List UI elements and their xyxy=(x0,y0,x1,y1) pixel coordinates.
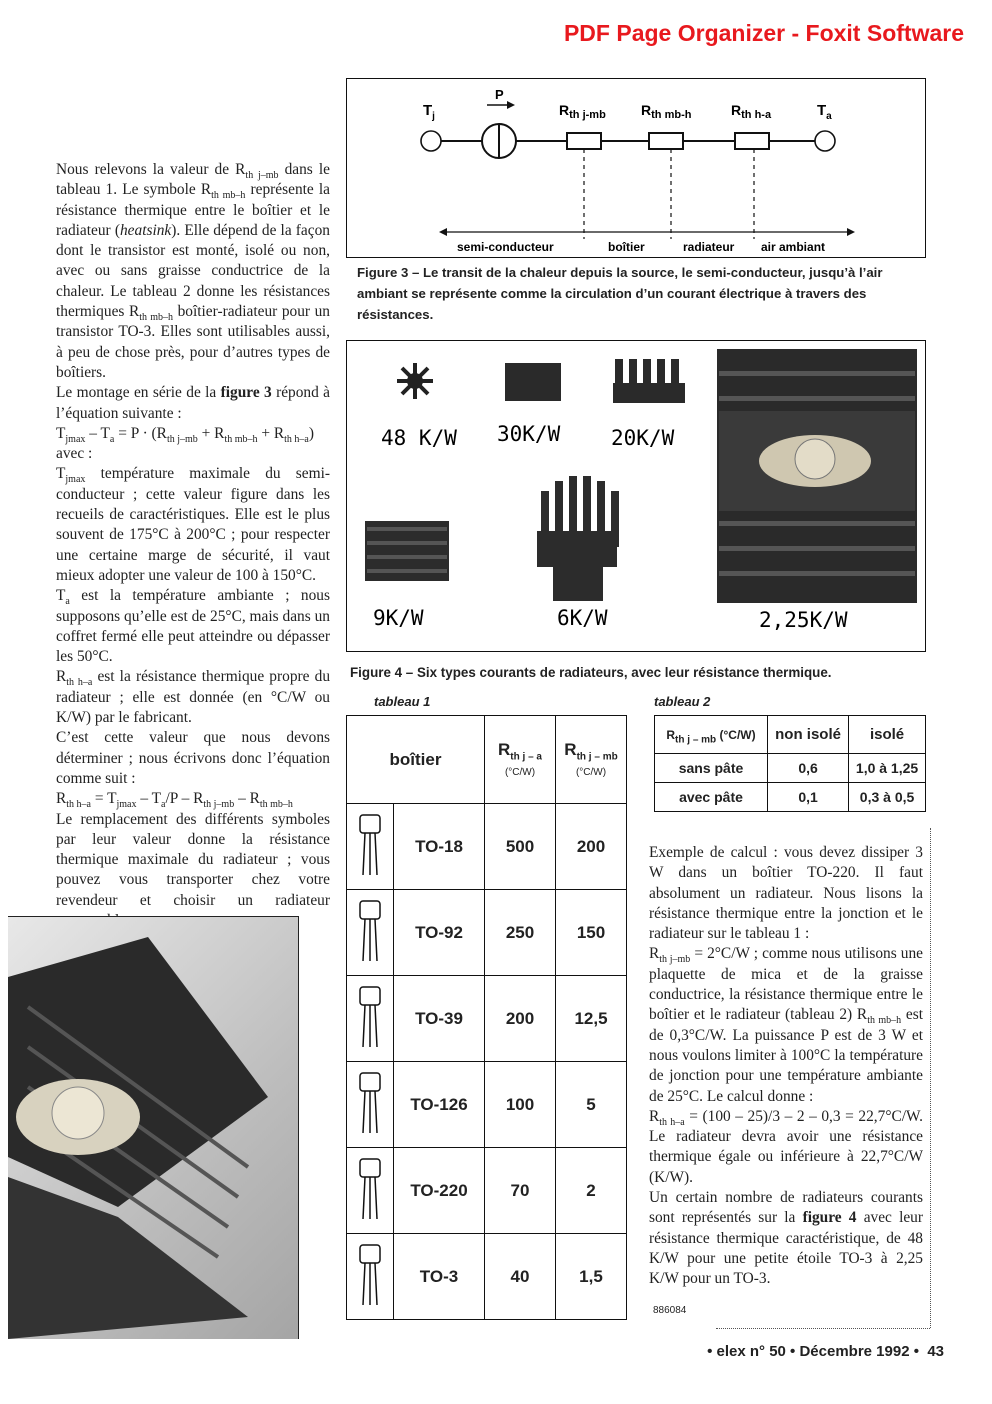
watermark: PDF Page Organizer - Foxit Software xyxy=(563,20,964,46)
package-name: TO-18 xyxy=(394,804,485,890)
paragraph: Le remplacement des différents symboles par leur valeur donne la résistance thermique maximale du radiateur ; vous pouvez vous transporter chez votre revendeur et choisir un radiateur xyxy=(56,810,330,909)
heatsink-9-image xyxy=(365,521,449,581)
r2-label: $R_{th mb-h}$ xyxy=(641,102,692,121)
paragraph: Exemple de calcul : vous devez dissiper 3 W dans un boîtier TO-220. Il faut absolument un radiateur. Nous lisons la résistance thermique entre la jonction et le radiateur sur le tableau 1 : xyxy=(649,844,923,943)
article-code: 886084 xyxy=(653,1305,687,1316)
table-header-row xyxy=(347,716,627,804)
package-icon xyxy=(347,1062,394,1148)
package-icon xyxy=(347,976,394,1062)
header-boitier: boîtier xyxy=(347,716,485,804)
paragraph: $R_{th j-mb} = 2^\circ C/W$ ; comme nous utilisons une plaquette de mica et de la graisse conductrice, la résistance thermique entre le boîtier et le radiateur (tableau 2) $R_{th mb-h}$ est de 0,3°C/W. La puissance P est de 3 W et nous voulons limiter à 100°C la température de jonction pour une température ambiante de 25°C. Le calcul donne : xyxy=(649,945,924,1105)
heatsink-label: 30K/W xyxy=(497,422,561,446)
heatsink-label: 2,25K/W xyxy=(759,608,848,632)
ta-label: $T_a$ xyxy=(817,102,832,122)
region-radiateur: radiateur xyxy=(683,240,735,254)
package-name: TO-92 xyxy=(394,890,485,976)
table-cell: sans pâte xyxy=(655,754,768,783)
figure-3-caption: Figure 3 – Le transit de la chaleur depuis la source, le semi-conducteur, jusqu’à l’air ambiant se représente comme la circulation d’un courant électrique à travers des résistances. xyxy=(357,265,883,322)
equation-1: $T_{jmax} - T_a = P \cdot (R_{th j-mb} + R_{th mb-h} + R_{th h-a})$ xyxy=(56,424,314,445)
dotted-rule xyxy=(716,1328,930,1329)
table-2-title: tableau 2 xyxy=(654,694,711,709)
region-boitier: boîtier xyxy=(608,240,645,254)
table-cell: 150 xyxy=(556,890,627,976)
table-cell: 40 xyxy=(485,1234,556,1320)
table-row xyxy=(655,754,926,783)
heatsink-30-image xyxy=(505,363,561,401)
ta-node xyxy=(815,131,835,151)
table-header-row xyxy=(655,716,926,754)
package-icon xyxy=(347,1148,394,1234)
resistor-r3 xyxy=(735,133,769,149)
p-label: P xyxy=(495,87,504,102)
paragraph: C’est cette valeur que nous devons déterminer ; nous écrivons donc l’équation comme suit : xyxy=(56,729,330,787)
header-non-isole: non isolé xyxy=(768,716,849,754)
table-cell: 70 xyxy=(485,1148,556,1234)
table-cell: 200 xyxy=(485,976,556,1062)
package-name: TO-126 xyxy=(394,1062,485,1148)
header-r: $R_{th j - mb}$ (°C/W) xyxy=(655,716,768,754)
table-cell: 2 xyxy=(556,1148,627,1234)
table-cell: 200 xyxy=(556,804,627,890)
avec-label: avec : xyxy=(56,445,93,463)
header-rjmb: $R_{th j - mb}$ (°C/W) xyxy=(556,716,627,804)
dotted-rule xyxy=(930,828,931,1328)
table-row xyxy=(347,976,627,1062)
table-cell: 1,5 xyxy=(556,1234,627,1320)
paragraph: Nous relevons la valeur de $R_{th j-mb}$ dans le tableau 1. Le symbole $R_{th mb-h}$ représente la résistance thermique entre le boîtier et le radiateur (heatsink). Elle dépend de la façon dont le transistor est monté, isolé ou non, avec ou sans graisse conductrice de la chaleur. Le tableau 2 donne les résistances thermiques $R_{th mb-h}$ boîtier-radiateur pour un transistor TO-3. Elles sont utilisables aussi, à peu de chose près, pour d’autres types de boîtiers. xyxy=(56,161,331,381)
table-row xyxy=(347,890,627,976)
table-row xyxy=(347,1234,627,1320)
heatsink-20-image xyxy=(613,359,685,403)
figure-3-diagram xyxy=(346,78,926,258)
table-1-title: tableau 1 xyxy=(374,694,431,709)
table-cell: 0,3 à 0,5 xyxy=(849,783,926,812)
table-cell: 0,6 xyxy=(768,754,849,783)
paragraph: Un certain nombre de radiateurs courants sont représentés sur la figure 4 avec leur résistance thermique caractéristique, de 48 K/W pour une petite étoile TO-3 à 2,25 K/W pour un TO-3. xyxy=(649,1189,923,1288)
region-air-ambiant: air ambiant xyxy=(761,240,826,254)
left-column xyxy=(56,160,330,931)
header-isole: isolé xyxy=(849,716,926,754)
table-2 xyxy=(654,715,926,812)
table-row xyxy=(347,1062,627,1148)
tj-label: $T_j$ xyxy=(423,102,435,122)
table-row xyxy=(347,804,627,890)
heatsink-label: 20K/W xyxy=(611,426,675,450)
figure-4-caption: Figure 4 – Six types courants de radiateurs, avec leur résistance thermique. xyxy=(350,665,832,680)
paragraph: $T_{jmax}$ température maximale du semi-conducteur ; cette valeur figure dans les recueils de caractéristiques. Elle est le plus souvent de 175°C à 200°C ; pour respecter une certaine marge de sécurité, il vaut mieux adopter une valeur de 100 à 150°C. xyxy=(56,465,330,584)
paragraph: $R_{th h-a}$ est la résistance thermique propre du radiateur ; elle est donnée (en °C/W ou K/W) par le fabricant. xyxy=(56,668,331,727)
figure-4-photo xyxy=(346,340,926,652)
heatsink-label: 9K/W xyxy=(373,606,424,630)
package-icon xyxy=(347,1234,394,1320)
right-column xyxy=(649,843,923,1290)
table-row xyxy=(655,783,926,812)
table-cell: 250 xyxy=(485,890,556,976)
package-icon xyxy=(347,890,394,976)
heatsink-star-image xyxy=(397,363,433,399)
region-semiconductor: semi-conducteur xyxy=(457,240,554,254)
package-name: TO-220 xyxy=(394,1148,485,1234)
package-name: TO-39 xyxy=(394,976,485,1062)
equation-2: $R_{th h-a} = T_{jmax} - T_a/P - R_{th j-mb} - R_{th mb-h}$ xyxy=(56,790,293,811)
heatsink-photo xyxy=(8,916,299,1339)
r3-label: $R_{th h-a}$ xyxy=(731,102,772,121)
table-cell: 5 xyxy=(556,1062,627,1148)
package-name: TO-3 xyxy=(394,1234,485,1320)
heatsink-label: 6K/W xyxy=(557,606,608,630)
paragraph: $R_{th h-a} = (100 - 25)/3 - 2 - 0,3 = 22,7^\circ C/W$. Le radiateur devra avoir une résistance thermique égale ou inférieure à 22,7°C/W (K/W). xyxy=(649,1107,923,1186)
header-rja: $R_{th j - a}$ (°C/W) xyxy=(485,716,556,804)
table-cell: 0,1 xyxy=(768,783,849,812)
table-1 xyxy=(346,715,627,1320)
table-cell: 500 xyxy=(485,804,556,890)
table-cell: 1,0 à 1,25 xyxy=(849,754,926,783)
tj-node xyxy=(421,131,441,151)
paragraph: Le montage en série de la figure 3 répond à l’équation suivante : xyxy=(56,384,331,422)
paragraph: $T_a$ est la température ambiante ; nous supposons qu’elle est de 25°C, mais dans un coffret fermé elle peut atteindre ou dépasser les 50°C. xyxy=(56,587,330,666)
table-cell: avec pâte xyxy=(655,783,768,812)
page-footer: • elex n° 50 • Décembre 1992 • 43 xyxy=(707,1343,944,1360)
heatsink-6-image xyxy=(537,476,619,601)
heatsink-225-image xyxy=(717,349,917,603)
heatsink-label: 48 K/W xyxy=(381,426,457,450)
resistor-r2 xyxy=(649,133,683,149)
resistor-r1 xyxy=(567,133,601,149)
table-cell: 12,5 xyxy=(556,976,627,1062)
package-icon xyxy=(347,804,394,890)
table-row xyxy=(347,1148,627,1234)
table-cell: 100 xyxy=(485,1062,556,1148)
r1-label: $R_{th j-mb}$ xyxy=(559,102,606,121)
